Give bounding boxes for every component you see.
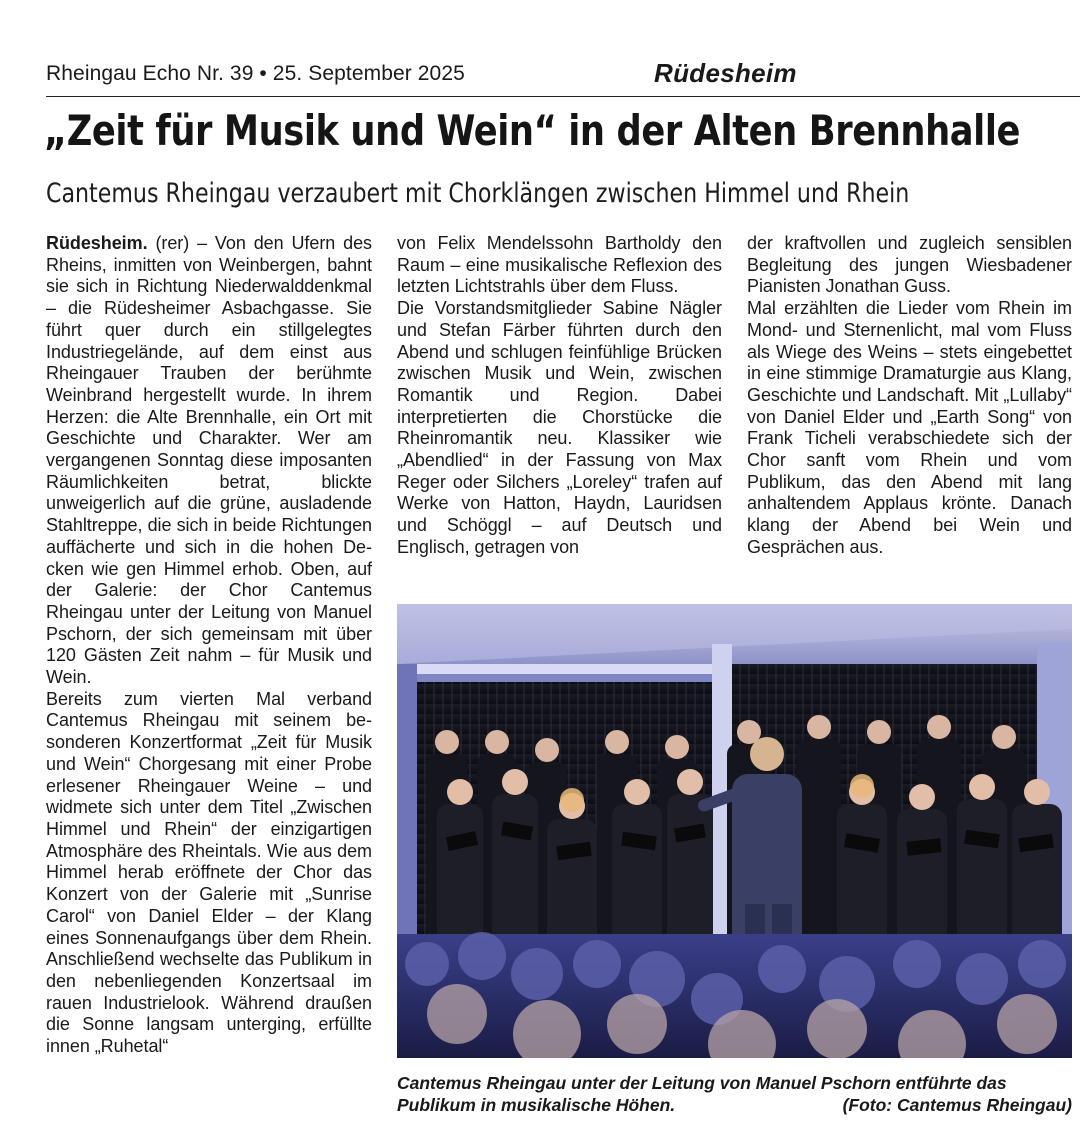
choir-photo-illustration — [397, 604, 1072, 1058]
article-column-2 — [397, 233, 722, 559]
paragraph-text: (rer) – Von den Ufern des Rheins, inmitten von Weinbergen, bahnt sie sich in Richtung Niederwalddenkmal – die Rüdesheimer Asbachgasse. Sie führt quer durch ein stillgelegtes Industriegelände, auf dem einst aus Rheingauer Trauben der berühmte Weinbrand hergestellt wurde. In ihrem Herzen: die Alte Brennhalle, ein Ort mit Geschichte und Charakter. Wer am vergangenen Sonntag diese imposanten Räumlichkeiten betrat, blickte unweigerlich auf die grüne, ausladende Stahltreppe, die sich in beide Richtungen auffächerte und sich in die hohen Decken wie gen Himmel erhob. Oben, auf der Galerie: der Chor Cantemus Rheingau unter der Leitung von Manuel Pschorn, der sich gemeinsam mit über 120 Gästen Zeit nahm – für Musik und Wein. — [46, 233, 373, 688]
caption-line-2: Publikum in musikalische Höhen. — [397, 1094, 676, 1115]
masthead — [46, 58, 1080, 97]
section-title: Rüdesheim — [654, 58, 797, 88]
choir-concert-photo — [397, 604, 1072, 1058]
paragraph: Mal erzählten die Lieder vom Rhein im Mond- und Sternenlicht, mal vom Fluss als Wiege des Weins – stets eingebettet in eine stimmige Dramaturgie aus Klang, Geschichte und Landschaft. Mit „Lullaby“ von Daniel Elder und „Earth Song“ von Frank Ticheli verabschiedete sich der Chor sanft vom Rhein und vom Publikum, das den Abend mit lang anhaltendem Applaus krönte. Danach klang der Abend bei Wein und Gesprächen aus. — [747, 298, 1072, 557]
photo-credit: (Foto: Cantemus Rheingau) — [842, 1094, 1072, 1115]
article-column-3 — [747, 233, 1072, 559]
paragraph: Die Vorstandsmitglieder Sabine Nägler und Stefan Färber führten durch den Abend und schlugen feinfühlige Brücken zwischen Musik und Wein, zwischen Romantik und Region. Dabei interpretierten die Chorstücke die Rheinromantik neu. Klassiker wie „Abendlied“ in der Fassung von Max Reger oder Silchers „Loreley“ trafen auf Werke von Hatton, Haydn, Lauridsen und Schöggl – auf Deutsch und Englisch, getragen von — [397, 298, 722, 557]
paragraph: der kraftvollen und zugleich sensiblen Begleitung des jungen Wiesbadener Pianisten Jonathan Guss. — [747, 233, 1072, 297]
caption-line-1: Cantemus Rheingau unter der Leitung von Manuel Pschorn entführte das — [397, 1073, 1007, 1093]
photo-caption — [397, 1073, 1072, 1116]
paragraph: Bereits zum vierten Mal verband Cantemus Rheingau mit seinem besonderen Konzertformat „Zeit für Musik und Wein“ Chorgesang mit einer Probe erlesener Rheingauer Weine – und widmete sich unter dem Titel „Zwischen Himmel und Rhein“ der einzigartigen Atmosphäre des Rheintals. Wie aus dem Himmel herab eröffnete der Chor das Konzert von der Galerie mit „Sunrise Carol“ von Daniel Elder – der Klang eines Sonnenaufgangs über dem Rhein. Anschließend wechselte das Publikum in den nebenliegenden Konzertsaal im rauen Industrielook. Während draußen die Sonne langsam unterging, erfüllte innen „Ruhetal“ — [46, 688, 372, 1057]
article-headline: „Zeit für Musik und Wein“ in der Alten Brennhalle — [44, 106, 1021, 155]
paragraph — [46, 233, 372, 689]
dateline: Rüdesheim. — [46, 233, 148, 253]
article-column-1 — [46, 233, 372, 1058]
paragraph: von Felix Mendelssohn Bartholdy den Raum – eine musikalische Reflexion des letzten Lichtstrahls über dem Fluss. — [397, 233, 722, 297]
issue-line: Rheingau Echo Nr. 39 • 25. September 2025 — [46, 62, 465, 85]
article-subheadline: Cantemus Rheingau verzaubert mit Chorklängen zwischen Himmel und Rhein — [46, 178, 910, 209]
